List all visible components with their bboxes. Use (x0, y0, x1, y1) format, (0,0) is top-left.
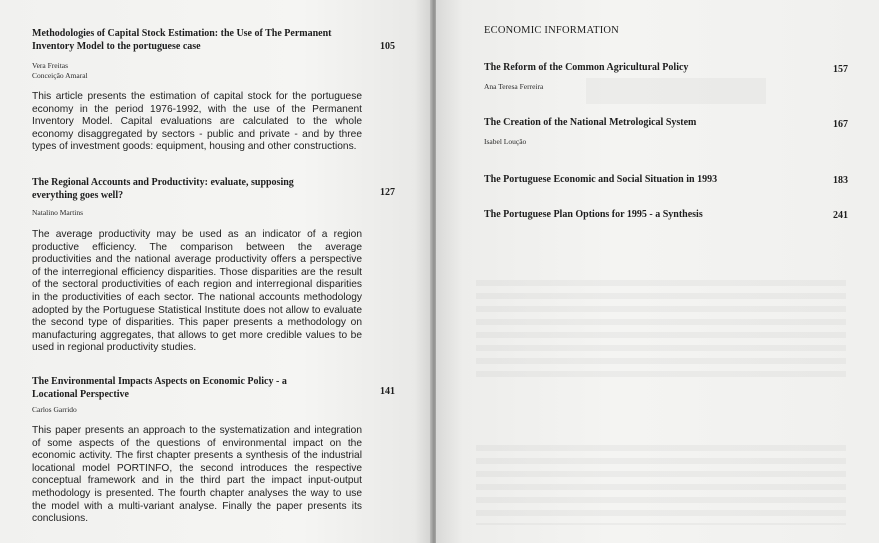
info-2-author: Isabel Loução (484, 137, 527, 146)
info-3-title: The Portuguese Economic and Social Situation in 1993 (484, 174, 718, 185)
info-4-title: The Portuguese Plan Options for 1995 - a Synthesis (484, 209, 703, 220)
left-page (0, 0, 432, 543)
article-3-page-number: 141 (380, 386, 395, 397)
article-2-page-number: 127 (380, 187, 395, 198)
article-3-title: The Environmental Impacts Aspects on Economic Policy - a Locational Perspective (32, 376, 287, 400)
article-1-author-1: Vera Freitas (32, 61, 69, 70)
article-1-author-2: Conceição Amaral (32, 71, 88, 80)
info-4-page-number: 241 (833, 210, 848, 221)
info-2-page-number: 167 (833, 119, 848, 130)
article-3-author-1: Carlos Garrido (32, 405, 77, 414)
article-2-abstract: The average productivity may be used as an indicator of a region productive efficiency. The comparison between the average productivities and the national average productivity offers a perspective of the interregional efficiency disparities. Those disparities are the result of the sectoral productivities of each region and interregional disparities in the productivities of each sector. The national accounts methodology adopted by the Portuguese Statistical Institute does not allow to evaluate the second type of disparities. This paper presents a methodology on manufacturing aggregates, that allows to get more credible values to be used in regional productivity studies. (32, 229, 362, 354)
show-through-block-1 (586, 78, 766, 104)
article-1-page-number: 105 (380, 41, 395, 52)
show-through-block-2 (476, 280, 846, 380)
right-page (436, 0, 879, 543)
section-title: ECONOMIC INFORMATION (484, 25, 619, 36)
article-2-author-1: Natalino Martins (32, 208, 84, 217)
article-1-title: Methodologies of Capital Stock Estimation: the Use of The Permanent Inventory Model to the portuguese case (32, 28, 332, 52)
article-3-abstract: This paper presents an approach to the systematization and integration of some aspects of the questions of environmental impact on the economic activity. The first chapter presents a synthesis of the industrial locational model PORTINFO, the second introduces the respective conceptual framework and in the third part the impact input-output methodology is presented. The fourth chapter analyses the way to use the model with a multi-variant analyse. Finally the paper presents its conclusions. (32, 425, 362, 525)
show-through-block-3 (476, 445, 846, 525)
show-through-heading (350, 212, 352, 222)
article-2-title: The Regional Accounts and Productivity: evaluate, supposing everything goes well? (32, 177, 294, 201)
info-3-page-number: 183 (833, 175, 848, 186)
article-1-abstract: This article presents the estimation of capital stock for the portuguese economy in the period 1976-1992, with the use of the Permanent Inventory Model. Capital evaluations are calculated to the whole economy disaggregated by sectors - public and private - and by three types of investment goods: equipment, housing and other constructions. (32, 91, 362, 153)
info-2-title: The Creation of the National Metrological System (484, 117, 697, 128)
info-1-author: Ana Teresa Ferreira (484, 82, 544, 91)
info-1-title: The Reform of the Common Agricultural Policy (484, 62, 689, 73)
info-1-page-number: 157 (833, 64, 848, 75)
